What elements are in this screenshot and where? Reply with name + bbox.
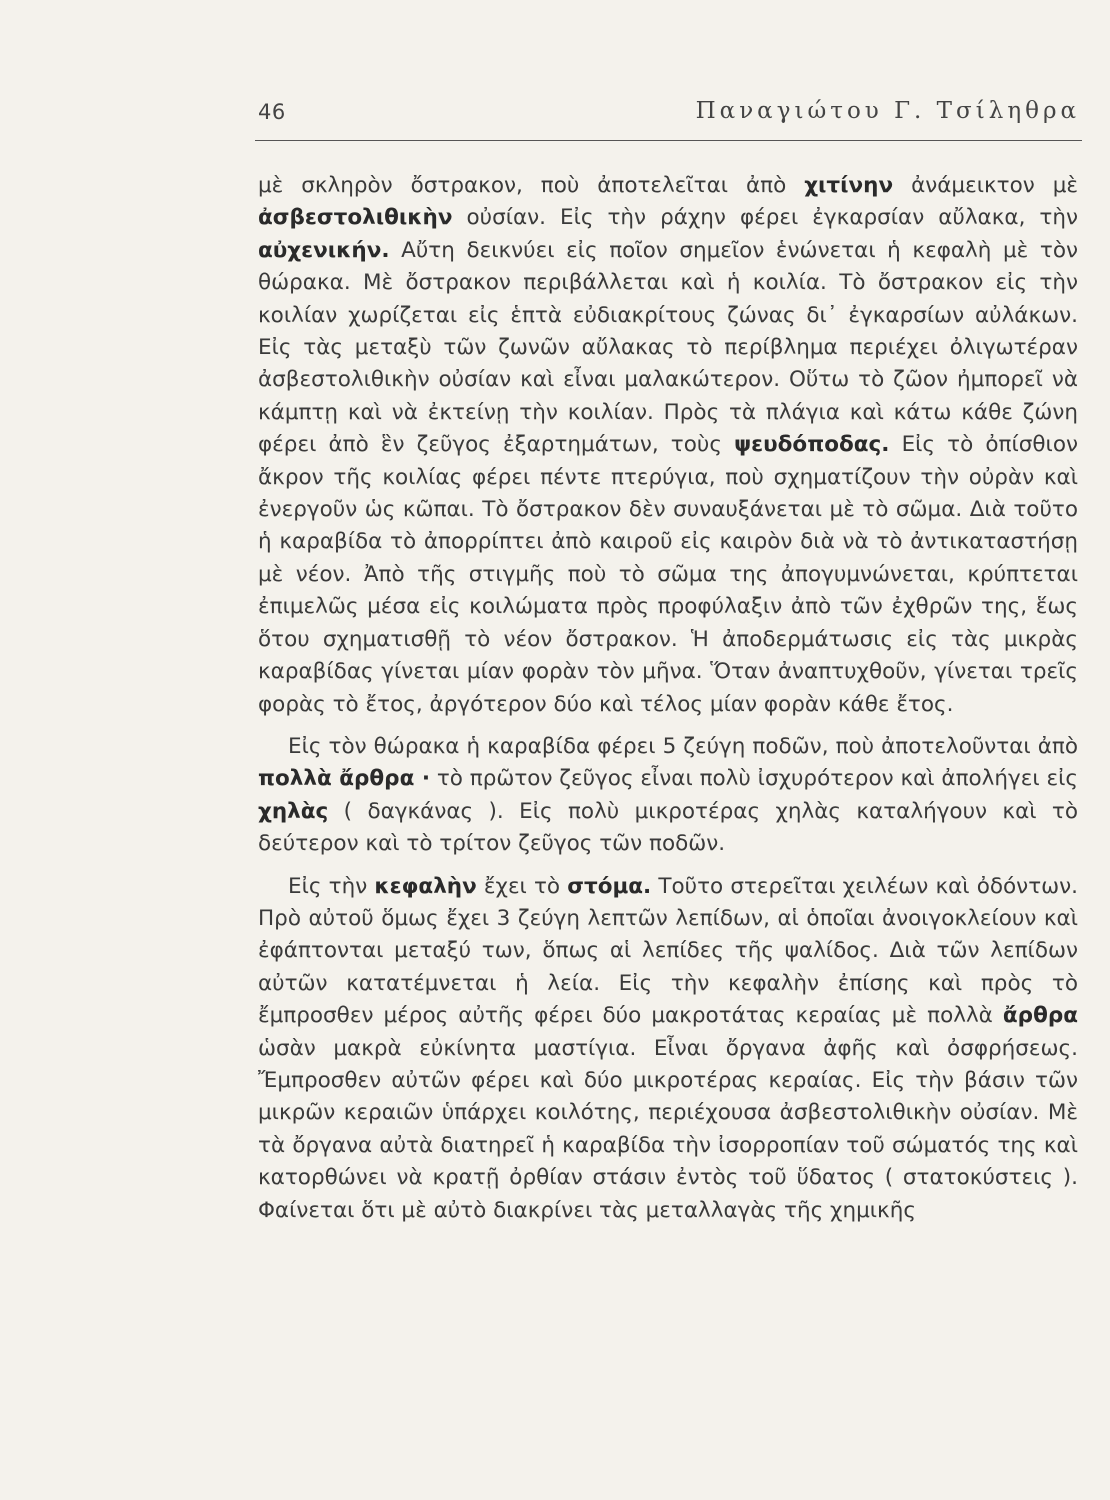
- bold-term: χηλὰς: [258, 798, 329, 824]
- header-rule: [255, 140, 1082, 141]
- bold-term: κεφαλὴν: [374, 873, 477, 899]
- text-run: Εἰς τὴν: [288, 873, 375, 899]
- bold-term: ψευδόποδας.: [734, 432, 890, 458]
- text-run: τὸ πρῶτον ζεῦγος εἶναι πολὺ ἰσχυρότερον καὶ ἀπολήγει εἰς: [430, 766, 1078, 792]
- text-run: Τοῦτο στερεῖται χειλέων καὶ ὀδόντων. Πρὸ αὐτοῦ ὅμως ἔχει 3 ζεύγη λεπτῶν λεπίδων, αἱ ὁποῖαι ἀνοιγοκλείουν καὶ ἐφάπτονται μεταξύ των, ὅπως αἱ λεπίδες τῆς ψαλίδος. Διὰ τῶν λεπίδων αὐτῶν κατατέμνεται ἡ λεία. Εἰς τὴν κεφαλὴν ἐπίσης καὶ πρὸς τὸ ἔμπροσθεν μέρος αὐτῆς φέρει δύο μακροτάτας κεραίας μὲ πολλὰ: [258, 873, 1078, 1029]
- text-run: Εἰς τὸ ὀπίσθιον ἄκρον τῆς κοιλίας φέρει πέντε πτερύγια, ποὺ σχηματίζουν τὴν οὐρὰν καὶ ἐνεργοῦν ὡς κῶπαι. Τὸ ὄστρακον δὲν συναυξάνεται μὲ τὸ σῶμα. Διὰ τοῦτο ἡ καραβίδα τὸ ἀπορρίπτει ἀπὸ καιροῦ εἰς καιρὸν διὰ νὰ τὸ ἀντικαταστήσῃ μὲ νέον. Ἀπὸ τῆς στιγμῆς ποὺ τὸ σῶμα της ἀπογυμνώνεται, κρύπτεται ἐπιμελῶς μέσα εἰς κοιλώματα πρὸς προφύλαξιν ἀπὸ τῶν ἐχθρῶν της, ἕως ὅτου σχηματισθῇ τὸ νέον ὄστρακον. Ἡ ἀποδερμάτωσις εἰς τὰς μικρὰς καραβίδας γίνεται μίαν φορὰν τὸν μῆνα. Ὅταν ἀναπτυχθοῦν, γίνεται τρεῖς φορὰς τὸ ἔτος, ἀργότερον δύο καὶ τέλος μίαν φορὰν κάθε ἔτος.: [258, 432, 1078, 717]
- text-run: ἀνάμεικτον μὲ: [893, 173, 1078, 198]
- paragraph-1: [258, 170, 1078, 721]
- bold-term: ἄρθρα: [1002, 1003, 1078, 1029]
- text-run: μὲ σκληρὸν ὄστρακον, ποὺ ἀποτελεῖται ἀπὸ: [258, 173, 805, 198]
- text-run: ἔχει τὸ: [476, 873, 568, 899]
- page-number: 46: [258, 100, 286, 124]
- paragraph-2: [258, 731, 1078, 861]
- bold-term: ἀσβεστολιθικὴν: [258, 205, 453, 231]
- text-run: Αὔτη δεικνύει εἰς ποῖον σημεῖον ἑνώνεται ἡ κεφαλὴ μὲ τὸν θώρακα. Μὲ ὄστρακον περιβάλλεται καὶ ἡ κοιλία. Τὸ ὄστρακον εἰς τὴν κοιλίαν χωρίζεται εἰς ἑπτὰ εὐδιακρίτους ζώνας δι᾿ ἐγκαρσίων αὐλάκων. Εἰς τὰς μεταξὺ τῶν ζωνῶν αὔλακας τὸ περίβλημα περιέχει ὀλιγωτέραν ἀσβεστολιθικὴν οὐσίαν καὶ εἶναι μαλακώτερον. Οὕτω τὸ ζῶον ἠμπορεῖ νὰ κάμπτῃ καὶ νὰ ἐκτείνῃ τὴν κοιλίαν. Πρὸς τὰ πλάγια καὶ κάτω κάθε ζώνη φέρει ἀπὸ ἓν ζεῦγος ἐξαρτημάτων, τοὺς: [258, 237, 1078, 458]
- running-head: Παναγιώτου Γ. Τσίληθρα: [695, 98, 1080, 124]
- text-run: ὡσὰν μακρὰ εὐκίνητα μαστίγια. Εἶναι ὄργανα ἀφῆς καὶ ὀσφρήσεως. Ἔμπροσθεν αὐτῶν φέρει καὶ δύο μικροτέρας κεραίας. Εἰς τὴν βάσιν τῶν μικρῶν κεραιῶν ὑπάρχει κοιλότης, περιέχουσα ἀσβεστολιθικὴν οὐσίαν. Μὲ τὰ ὄργανα αὐτὰ διατηρεῖ ἡ καραβίδα τὴν ἰσορροπίαν τοῦ σώματός της καὶ κατορθώνει νὰ κρατῇ ὀρθίαν στάσιν ἐντὸς τοῦ ὕδατος ( στατοκύστεις ). Φαίνεται ὅτι μὲ αὐτὸ διακρίνει τὰς μεταλλαγὰς τῆς χημικῆς: [258, 1035, 1078, 1223]
- text-run: οὐσίαν. Εἰς τὴν ράχην φέρει ἐγκαρσίαν αὔλακα, τὴν: [452, 205, 1078, 231]
- bold-term: στόμα.: [567, 873, 652, 899]
- bold-term: χιτίνην: [804, 173, 894, 198]
- bold-term: πολλὰ ἄρθρα ·: [258, 766, 430, 792]
- text-run: ( δαγκάνας ). Εἰς πολὺ μικροτέρας χηλὰς καταλήγουν καὶ τὸ δεύτερον καὶ τὸ τρίτον ζεῦγος τῶν ποδῶν.: [258, 798, 1078, 857]
- paragraph-3: [258, 871, 1078, 1227]
- bold-term: αὐχενικήν.: [258, 237, 390, 263]
- text-run: Εἰς τὸν θώρακα ἡ καραβίδα φέρει 5 ζεύγη ποδῶν, ποὺ ἀποτελοῦνται ἀπὸ: [288, 733, 1078, 759]
- body-text: [258, 170, 1078, 1480]
